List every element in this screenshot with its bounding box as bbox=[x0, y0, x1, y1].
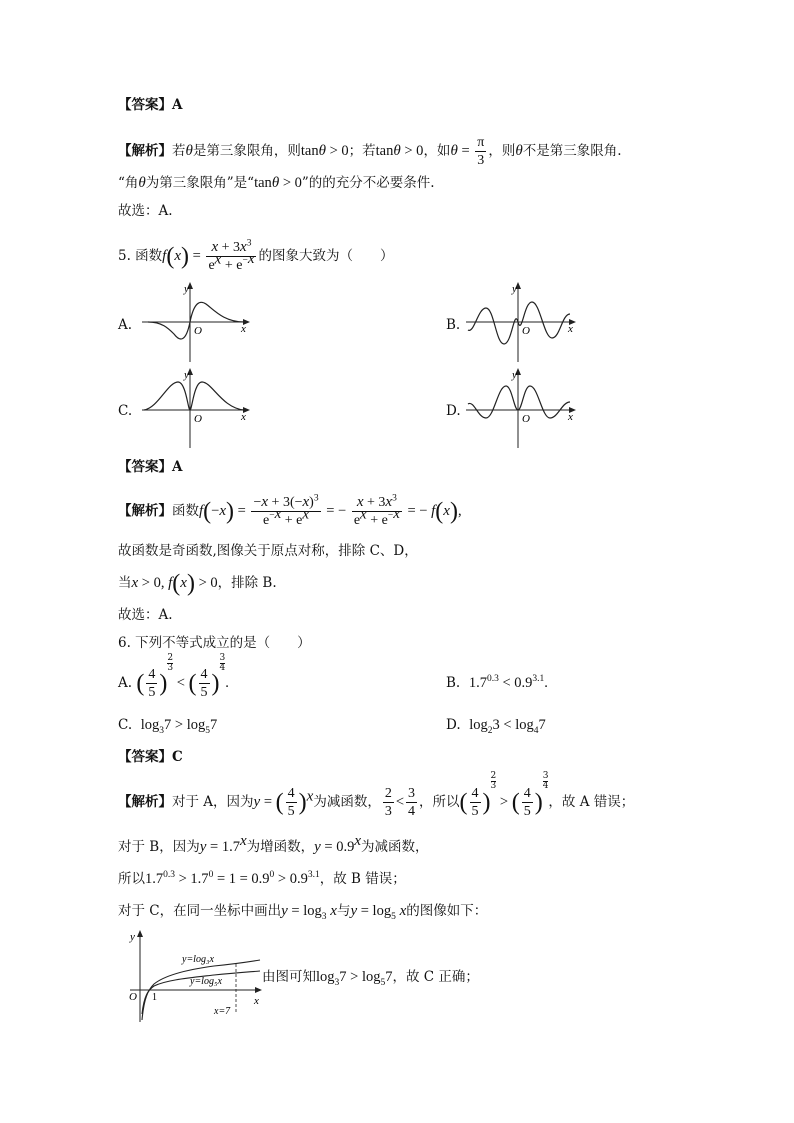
q6-option-a: A. ( $\frac{4}{5}$ ) $\frac{2}{3}$ < ( $\frac{4}{5}$ ) $\frac{3}{4}$ . bbox=[118, 653, 229, 700]
q5-option-a-label: A. bbox=[118, 317, 133, 333]
q5-analysis: 【解析】函数f(−x) = $\frac{-x + 3(-x)^3}{e^{-x} + e^x}$ = − $\frac{x + 3x^3}{e^x + e^{-x}}$ = − f(x), bbox=[118, 493, 462, 528]
q6-analysis-b2: 所以$1.7^{0.3} > 1.7^0 = 1 = 0.9^0 > 0.9^{3.1}$，故 B 错误； bbox=[118, 870, 406, 887]
axis-y: y bbox=[184, 283, 189, 295]
axis-y: y bbox=[184, 369, 189, 381]
origin: O bbox=[129, 991, 137, 1003]
q4-conclusion: 故选：A. bbox=[118, 203, 173, 219]
axis-x: x bbox=[254, 995, 259, 1007]
axis-x: x bbox=[568, 411, 573, 423]
origin: O bbox=[522, 413, 530, 425]
q5-line2: 故函数是奇函数,图像关于原点对称，排除 C、D， bbox=[118, 543, 418, 559]
q5-conclusion: 故选：A. bbox=[118, 607, 173, 623]
q6-answer: 【答案】C bbox=[118, 749, 183, 765]
q5-answer: 【答案】A bbox=[118, 459, 183, 475]
q6-analysis-c1: 对于 C，在同一坐标中画出$y = \log_3 x$与$y = \log_5 x$的图像如下： bbox=[118, 903, 488, 922]
q5-option-d-label: D. bbox=[446, 403, 461, 419]
q6-analysis-c2: 由图可知$\log_37 > \log_57$，故 C 正确； bbox=[262, 969, 479, 988]
origin: O bbox=[194, 325, 202, 337]
q5-option-b-label: B. bbox=[446, 317, 461, 333]
q6-option-b: B. $1.7^{0.3} < 0.9^{3.1}$. bbox=[446, 674, 548, 691]
q6-option-c: C. $\log_37 > \log_57$ bbox=[118, 717, 218, 736]
q5-graph-d bbox=[462, 364, 582, 450]
q6-analysis-b1: 对于 B，因为$y = 1.7^x$为增函数，$y = 0.9^x$为减函数， bbox=[118, 833, 429, 855]
origin: O bbox=[194, 413, 202, 425]
q6-option-d: D. $\log_23 < \log_47$ bbox=[446, 717, 546, 736]
label-log5: y=log₅x bbox=[190, 976, 222, 987]
q5-graph-b bbox=[462, 278, 582, 364]
axis-y: y bbox=[130, 931, 135, 943]
q4-analysis: 【解析】若θ是第三象限角，则tanθ > 0；若tanθ > 0，如θ = $\frac{\pi}{3}$ ，则θ不是第三象限角. bbox=[118, 135, 622, 168]
q4-line2: “角θ为第三象限角”是“tanθ > 0”的的充分不必要条件. bbox=[118, 175, 435, 191]
axis-x: x bbox=[241, 323, 246, 335]
axis-y: y bbox=[512, 369, 517, 381]
q5-line3: 当x > 0, f(x) > 0，排除 B. bbox=[118, 570, 277, 597]
q6-analysis-a: 【解析】对于 A，因为y = ( $\frac{4}{5}$ )$^x$为减函数， $\frac{2}{3}$ < $\frac{3}{4}$ ，所以( $\frac{4}{5}$ ) $\frac{2}{3}$ > ( $\frac{4}{5}$ ) $\frac{3}{4}$ ，故 A 错误； bbox=[118, 771, 635, 819]
q5-option-c-label: C. bbox=[118, 403, 133, 419]
q6-log-graph bbox=[124, 928, 268, 1024]
q5-graph-a bbox=[138, 278, 258, 364]
q5-graph-c bbox=[138, 364, 258, 450]
q6-stem: 6. 下列不等式成立的是（ ） bbox=[118, 635, 311, 651]
axis-x: x bbox=[241, 411, 246, 423]
q5-stem: 5. 函数f(x) = $\frac{x + 3x^3}{e^x + e^{-x}}$ 的图象大致为（ ） bbox=[118, 238, 394, 273]
q4-answer: 【答案】A bbox=[118, 97, 183, 113]
axis-x: x bbox=[568, 323, 573, 335]
tick-one: 1 bbox=[152, 992, 157, 1003]
origin: O bbox=[522, 325, 530, 337]
label-x7: x=7 bbox=[214, 1006, 231, 1017]
axis-y: y bbox=[512, 283, 517, 295]
label-log3: y=log₃x bbox=[182, 954, 214, 965]
